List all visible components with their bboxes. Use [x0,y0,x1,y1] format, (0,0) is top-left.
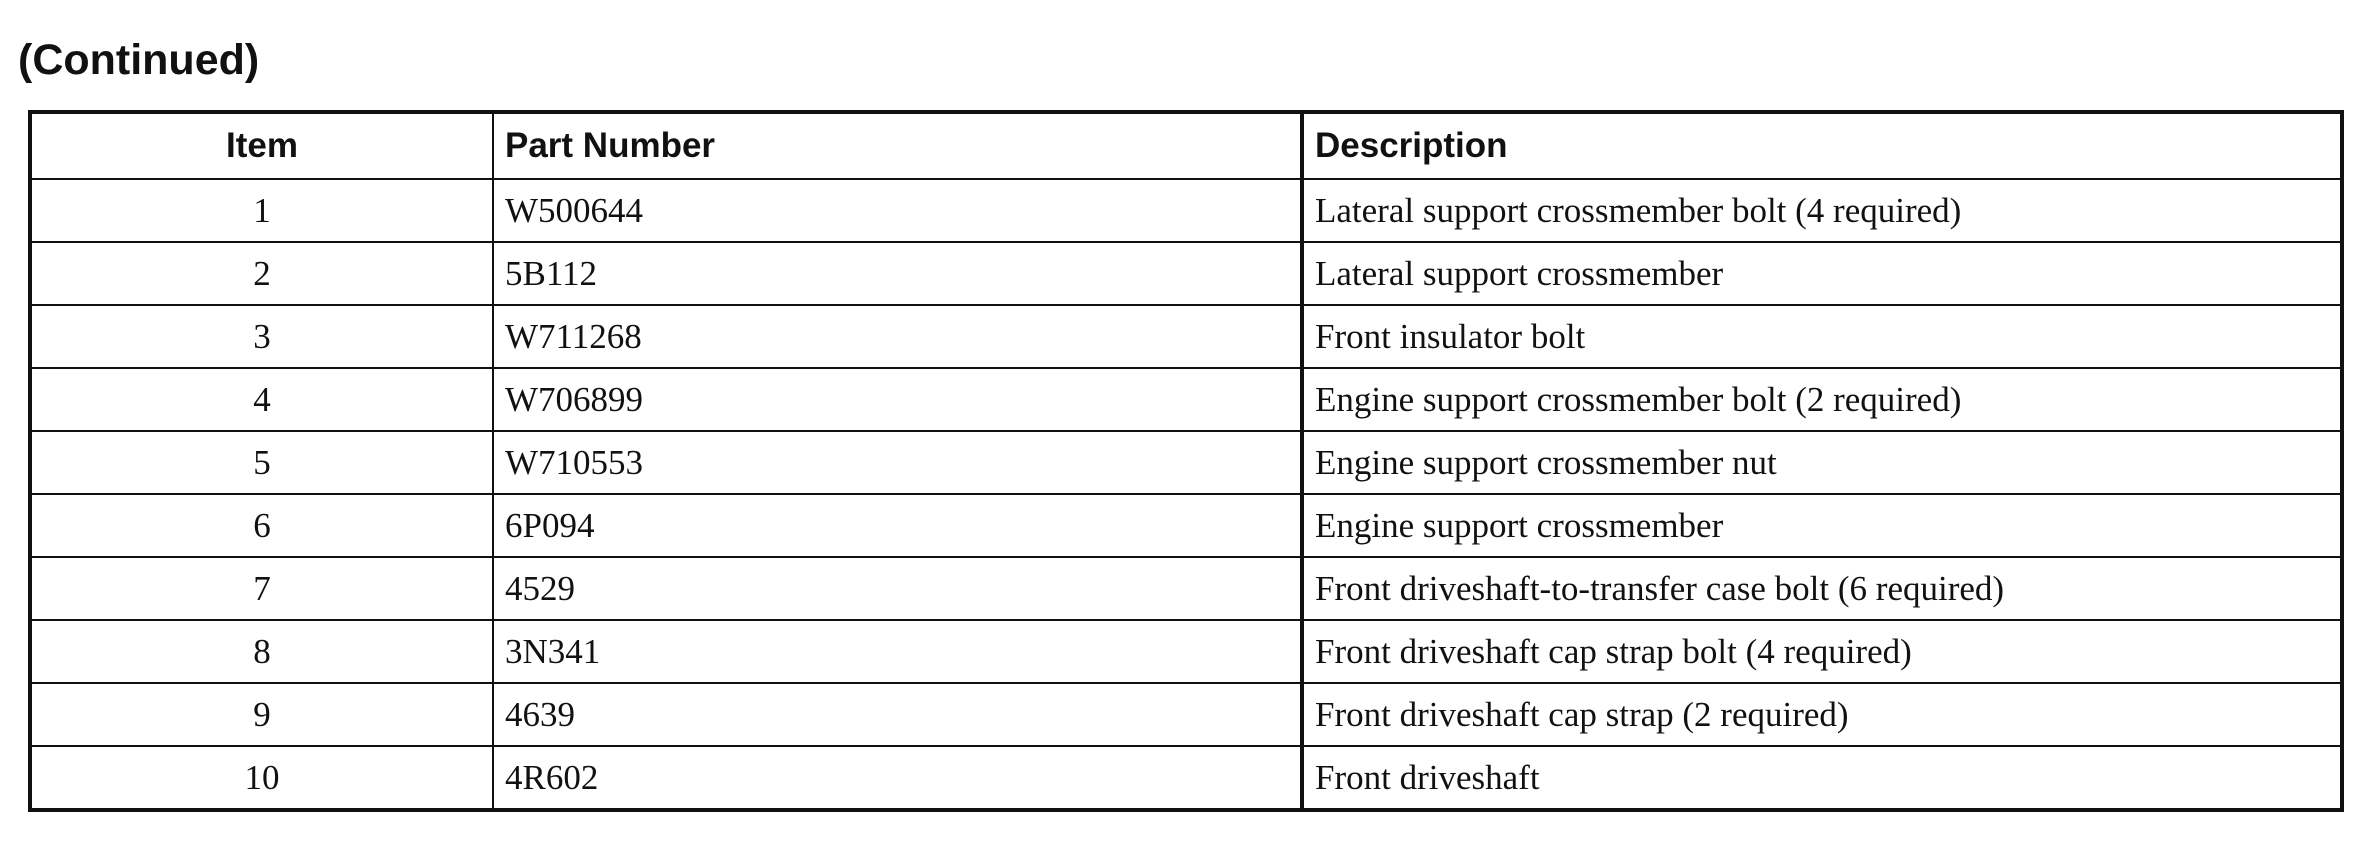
part-number-cell: 6P094 [493,494,1302,557]
table-row [30,368,2342,431]
table-row [30,242,2342,305]
table-body [30,179,2342,810]
part-number-cell: W706899 [493,368,1302,431]
column-header-item: Item [30,112,493,179]
part-number-cell: W711268 [493,305,1302,368]
table-row [30,494,2342,557]
description-cell: Engine support crossmember [1302,494,2342,557]
table-row [30,683,2342,746]
header-row [30,112,2342,179]
item-cell: 1 [30,179,493,242]
page-heading: (Continued) [18,36,260,84]
part-number-cell: 4R602 [493,746,1302,810]
parts-table [28,110,2344,812]
column-header-part-number: Part Number [493,112,1302,179]
description-cell: Front driveshaft [1302,746,2342,810]
description-cell: Front insulator bolt [1302,305,2342,368]
description-cell: Engine support crossmember nut [1302,431,2342,494]
item-cell: 6 [30,494,493,557]
table-row [30,620,2342,683]
column-header-description: Description [1302,112,2342,179]
description-cell: Front driveshaft cap strap (2 required) [1302,683,2342,746]
item-cell: 10 [30,746,493,810]
table-header [30,112,2342,179]
table-row [30,431,2342,494]
item-cell: 2 [30,242,493,305]
item-cell: 3 [30,305,493,368]
part-number-cell: W710553 [493,431,1302,494]
part-number-cell: 4639 [493,683,1302,746]
description-cell: Front driveshaft-to-transfer case bolt (6 required) [1302,557,2342,620]
part-number-cell: 4529 [493,557,1302,620]
item-cell: 8 [30,620,493,683]
item-cell: 7 [30,557,493,620]
item-cell: 5 [30,431,493,494]
part-number-cell: 3N341 [493,620,1302,683]
table-row [30,557,2342,620]
item-cell: 4 [30,368,493,431]
table-row [30,746,2342,810]
part-number-cell: 5B112 [493,242,1302,305]
description-cell: Lateral support crossmember bolt (4 required) [1302,179,2342,242]
part-number-cell: W500644 [493,179,1302,242]
item-cell: 9 [30,683,493,746]
table-row [30,179,2342,242]
description-cell: Front driveshaft cap strap bolt (4 required) [1302,620,2342,683]
description-cell: Engine support crossmember bolt (2 required) [1302,368,2342,431]
description-cell: Lateral support crossmember [1302,242,2342,305]
table-row [30,305,2342,368]
